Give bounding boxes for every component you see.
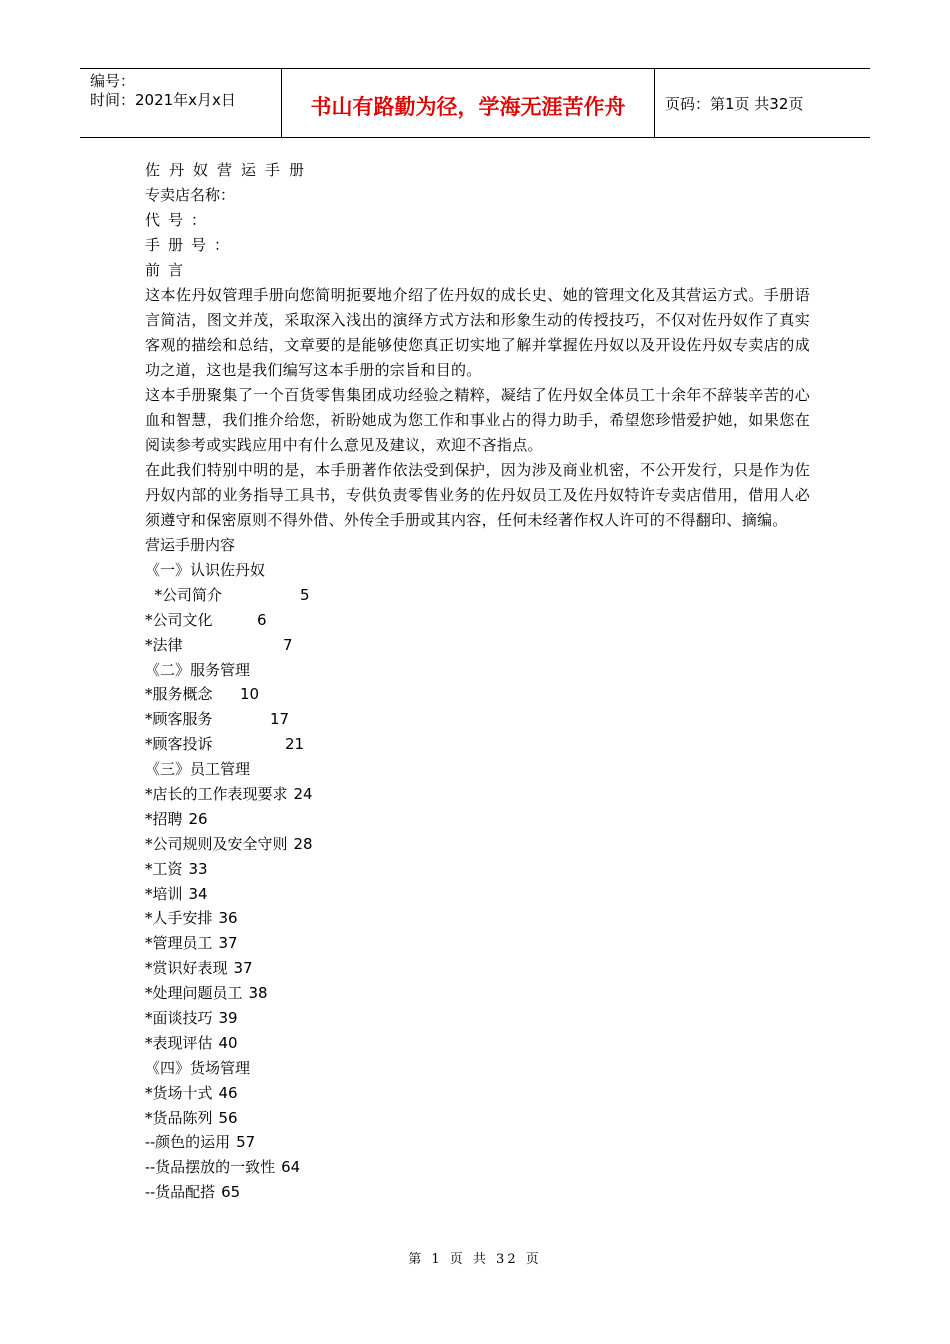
toc-entry-page: 7	[283, 635, 293, 654]
toc-entry-label: 《一》认识佐丹奴	[145, 561, 266, 579]
toc-entry-label: *服务概念	[145, 685, 213, 704]
toc-entry-page: 40	[218, 1033, 238, 1052]
toc-entry-label: --货品摆放的一致性	[145, 1158, 276, 1177]
toc-heading: 营运手册内容	[145, 536, 236, 554]
toc-entry	[145, 1106, 810, 1131]
toc-entry	[145, 1031, 810, 1056]
toc-entry	[145, 857, 810, 882]
toc-entry-label: *赏识好表现	[145, 959, 228, 978]
toc-entry	[145, 956, 810, 981]
toc-entry	[145, 1130, 810, 1155]
toc-entry-label: 《三》员工管理	[145, 760, 251, 779]
toc-entry-label: *店长的工作表现要求	[145, 785, 288, 804]
page-header	[80, 68, 870, 138]
toc-entry-label: *货品陈列	[145, 1108, 213, 1127]
toc-entry	[145, 1056, 810, 1081]
toc-entry-label: *工资	[145, 859, 183, 878]
toc-entry	[145, 832, 810, 857]
document-title: 佐丹奴营运手册	[145, 161, 314, 179]
toc-entry	[145, 981, 810, 1006]
toc-entry	[145, 807, 810, 832]
toc-entry-page: 17	[270, 710, 290, 729]
toc-entry-page: 21	[285, 735, 305, 754]
preface-paragraph-2: 这本手册聚集了一个百货零售集团成功经验之精粹，凝结了佐丹奴全体员工十余年不辞装辛苦的心血和智慧，我们推介给您，祈盼她成为您工作和事业占的得力助手，希望您珍惜爱护她，如果您在阅读参考或实践应用中有什么意见及建议，欢迎不吝指点。	[145, 386, 810, 454]
toc-entry	[145, 1006, 810, 1031]
toc-entry-label: *培训	[145, 884, 183, 903]
toc-entry-page: 64	[281, 1158, 301, 1177]
toc-entry	[145, 906, 810, 931]
code-label: 代号：	[145, 211, 215, 229]
toc-entry	[145, 931, 810, 956]
toc-entry-label: *顾客投诉	[145, 735, 213, 754]
header-page-cell	[655, 69, 870, 137]
toc-entry	[145, 658, 810, 683]
toc-entry-page: 36	[218, 909, 238, 928]
toc-entry-label: *招聘	[145, 809, 183, 828]
toc-entry-page: 6	[257, 610, 267, 629]
toc-entry-page: 46	[218, 1083, 238, 1102]
header-left-cell	[80, 69, 282, 137]
toc-entry	[145, 1081, 810, 1106]
manual-number-label: 手册号：	[145, 236, 238, 254]
toc-entry	[145, 558, 810, 583]
toc-entry-label: *处理问题员工	[145, 984, 243, 1003]
toc-entry	[145, 732, 810, 757]
toc-entry-page: 5	[300, 585, 310, 604]
document-body	[145, 158, 810, 1205]
toc-entry-page: 28	[293, 834, 313, 853]
toc-entry-label: 《四》货场管理	[145, 1058, 251, 1077]
toc-entry-label: *货场十式	[145, 1083, 213, 1102]
toc-entry-label: *公司规则及安全守则	[145, 834, 288, 853]
toc-entry	[145, 1180, 810, 1205]
toc-entry-label: *面谈技巧	[145, 1009, 213, 1028]
time-label: 时间：2021年x月x日	[90, 91, 236, 109]
toc-entry	[145, 608, 810, 633]
page-footer: 第 1 页 共 32 页	[408, 1252, 542, 1267]
toc-entry-page: 37	[233, 959, 253, 978]
toc-entry-label: *公司简介	[145, 585, 223, 604]
toc-entry-page: 57	[236, 1133, 256, 1152]
toc-entry-label: *表现评估	[145, 1033, 213, 1052]
motto: 书山有路勤为径，学海无涯苦作舟	[310, 95, 626, 119]
header-page-info: 页码：第1页 共32页	[665, 95, 804, 113]
toc-entry-page: 39	[218, 1009, 238, 1028]
toc-entry	[145, 633, 810, 658]
toc-entry-page: 24	[293, 785, 313, 804]
toc-entry-page: 56	[218, 1108, 238, 1127]
toc-entry-page: 37	[218, 934, 238, 953]
toc-entry	[145, 882, 810, 907]
toc-entry-label: *法律	[145, 635, 183, 654]
store-name-label: 专卖店名称：	[145, 186, 236, 204]
toc-entry	[145, 583, 810, 608]
number-label: 编号：	[90, 72, 136, 90]
toc-entry-page: 10	[240, 685, 260, 704]
toc-entry-label: --颜色的运用	[145, 1133, 231, 1152]
toc-entry-page: 38	[248, 984, 268, 1003]
toc-entry-label: 《二》服务管理	[145, 660, 251, 679]
toc-entry	[145, 707, 810, 732]
toc-entry-page: 65	[221, 1183, 241, 1202]
preface-paragraph-3: 在此我们特别中明的是，本手册著作依法受到保护，因为涉及商业机密，不公开发行，只是作为佐丹奴内部的业务指导工具书，专供负责零售业务的佐丹奴员工及佐丹奴特许专卖店借用，借用人必须遵守和保密原则不得外借、外传全手册或其内容，任何未经著作权人许可的不得翻印、摘编。	[145, 461, 810, 529]
toc-entry-page: 33	[188, 859, 208, 878]
toc-entry	[145, 1155, 810, 1180]
toc-entry-page: 26	[188, 809, 208, 828]
preface-paragraph-1: 这本佐丹奴管理手册向您简明扼要地介绍了佐丹奴的成长史、她的管理文化及其营运方式。手册语言简洁，图文并茂，采取深入浅出的演绎方式方法和形象生动的传授技巧，不仅对佐丹奴作了真实客观的描绘和总结，文章要的是能够使您真正切实地了解并掌握佐丹奴以及开设佐丹奴专卖店的成功之道，这也是我们编写这本手册的宗旨和目的。	[145, 286, 810, 379]
table-of-contents	[145, 558, 810, 1205]
toc-entry-page: 34	[188, 884, 208, 903]
toc-entry-label: *顾客服务	[145, 710, 213, 729]
toc-entry-label: --货品配搭	[145, 1183, 216, 1202]
toc-entry-label: *人手安排	[145, 909, 213, 928]
toc-entry-label: *管理员工	[145, 934, 213, 953]
header-motto-cell	[282, 69, 655, 137]
toc-entry	[145, 757, 810, 782]
toc-entry	[145, 682, 810, 707]
preface-heading: 前言	[145, 261, 192, 279]
toc-entry	[145, 782, 810, 807]
toc-entry-label: *公司文化	[145, 610, 213, 629]
